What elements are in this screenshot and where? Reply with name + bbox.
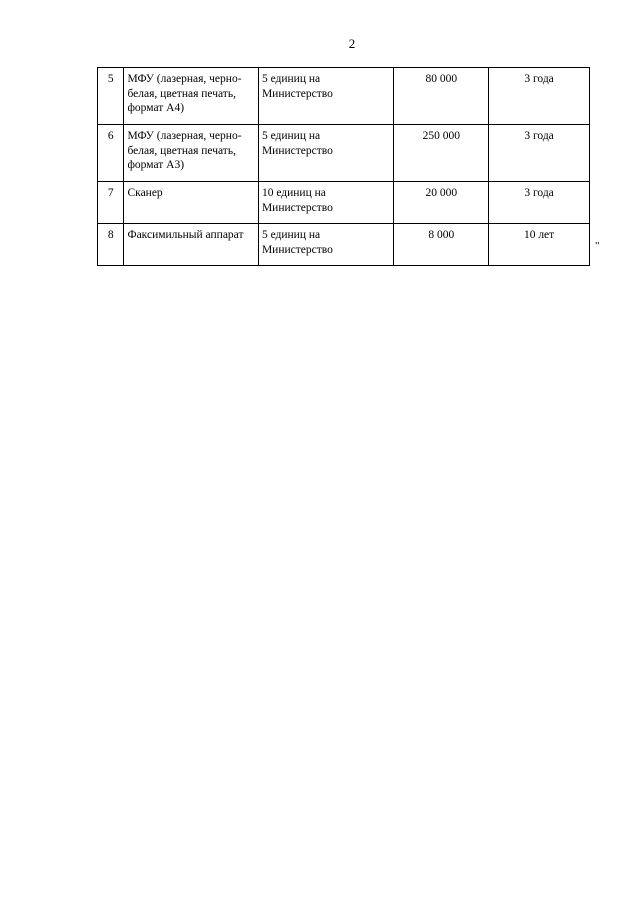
quantity-cell: 5 единиц на Министерство [258, 125, 393, 182]
table-row [98, 125, 590, 182]
price-cell: 80 000 [394, 68, 489, 125]
item-name-cell: Сканер [124, 182, 258, 224]
page-number: 2 [348, 36, 356, 51]
price-cell: 250 000 [394, 125, 489, 182]
row-number-cell: 7 [98, 182, 124, 224]
table-row [98, 224, 590, 266]
row-number-cell: 8 [98, 224, 124, 266]
price-cell: 8 000 [394, 224, 489, 266]
term-cell: 3 года [489, 125, 590, 182]
item-name-cell: Факсимильный аппарат [124, 224, 258, 266]
price-cell: 20 000 [394, 182, 489, 224]
row-number-cell: 6 [98, 125, 124, 182]
closing-quote-mark: " [595, 240, 600, 252]
quantity-cell: 10 единиц на Министерство [258, 182, 393, 224]
quantity-cell: 5 единиц на Министерство [258, 224, 393, 266]
table-row [98, 68, 590, 125]
term-cell: 3 года [489, 182, 590, 224]
quantity-cell: 5 единиц на Министерство [258, 68, 393, 125]
term-cell: 10 лет [489, 224, 590, 266]
row-number-cell: 5 [98, 68, 124, 125]
term-cell: 3 года [489, 68, 590, 125]
item-name-cell: МФУ (лазерная, черно-белая, цветная печать, формат А4) [124, 68, 258, 125]
item-name-cell: МФУ (лазерная, черно-белая, цветная печать, формат А3) [124, 125, 258, 182]
equipment-table [97, 67, 590, 266]
table-row [98, 182, 590, 224]
